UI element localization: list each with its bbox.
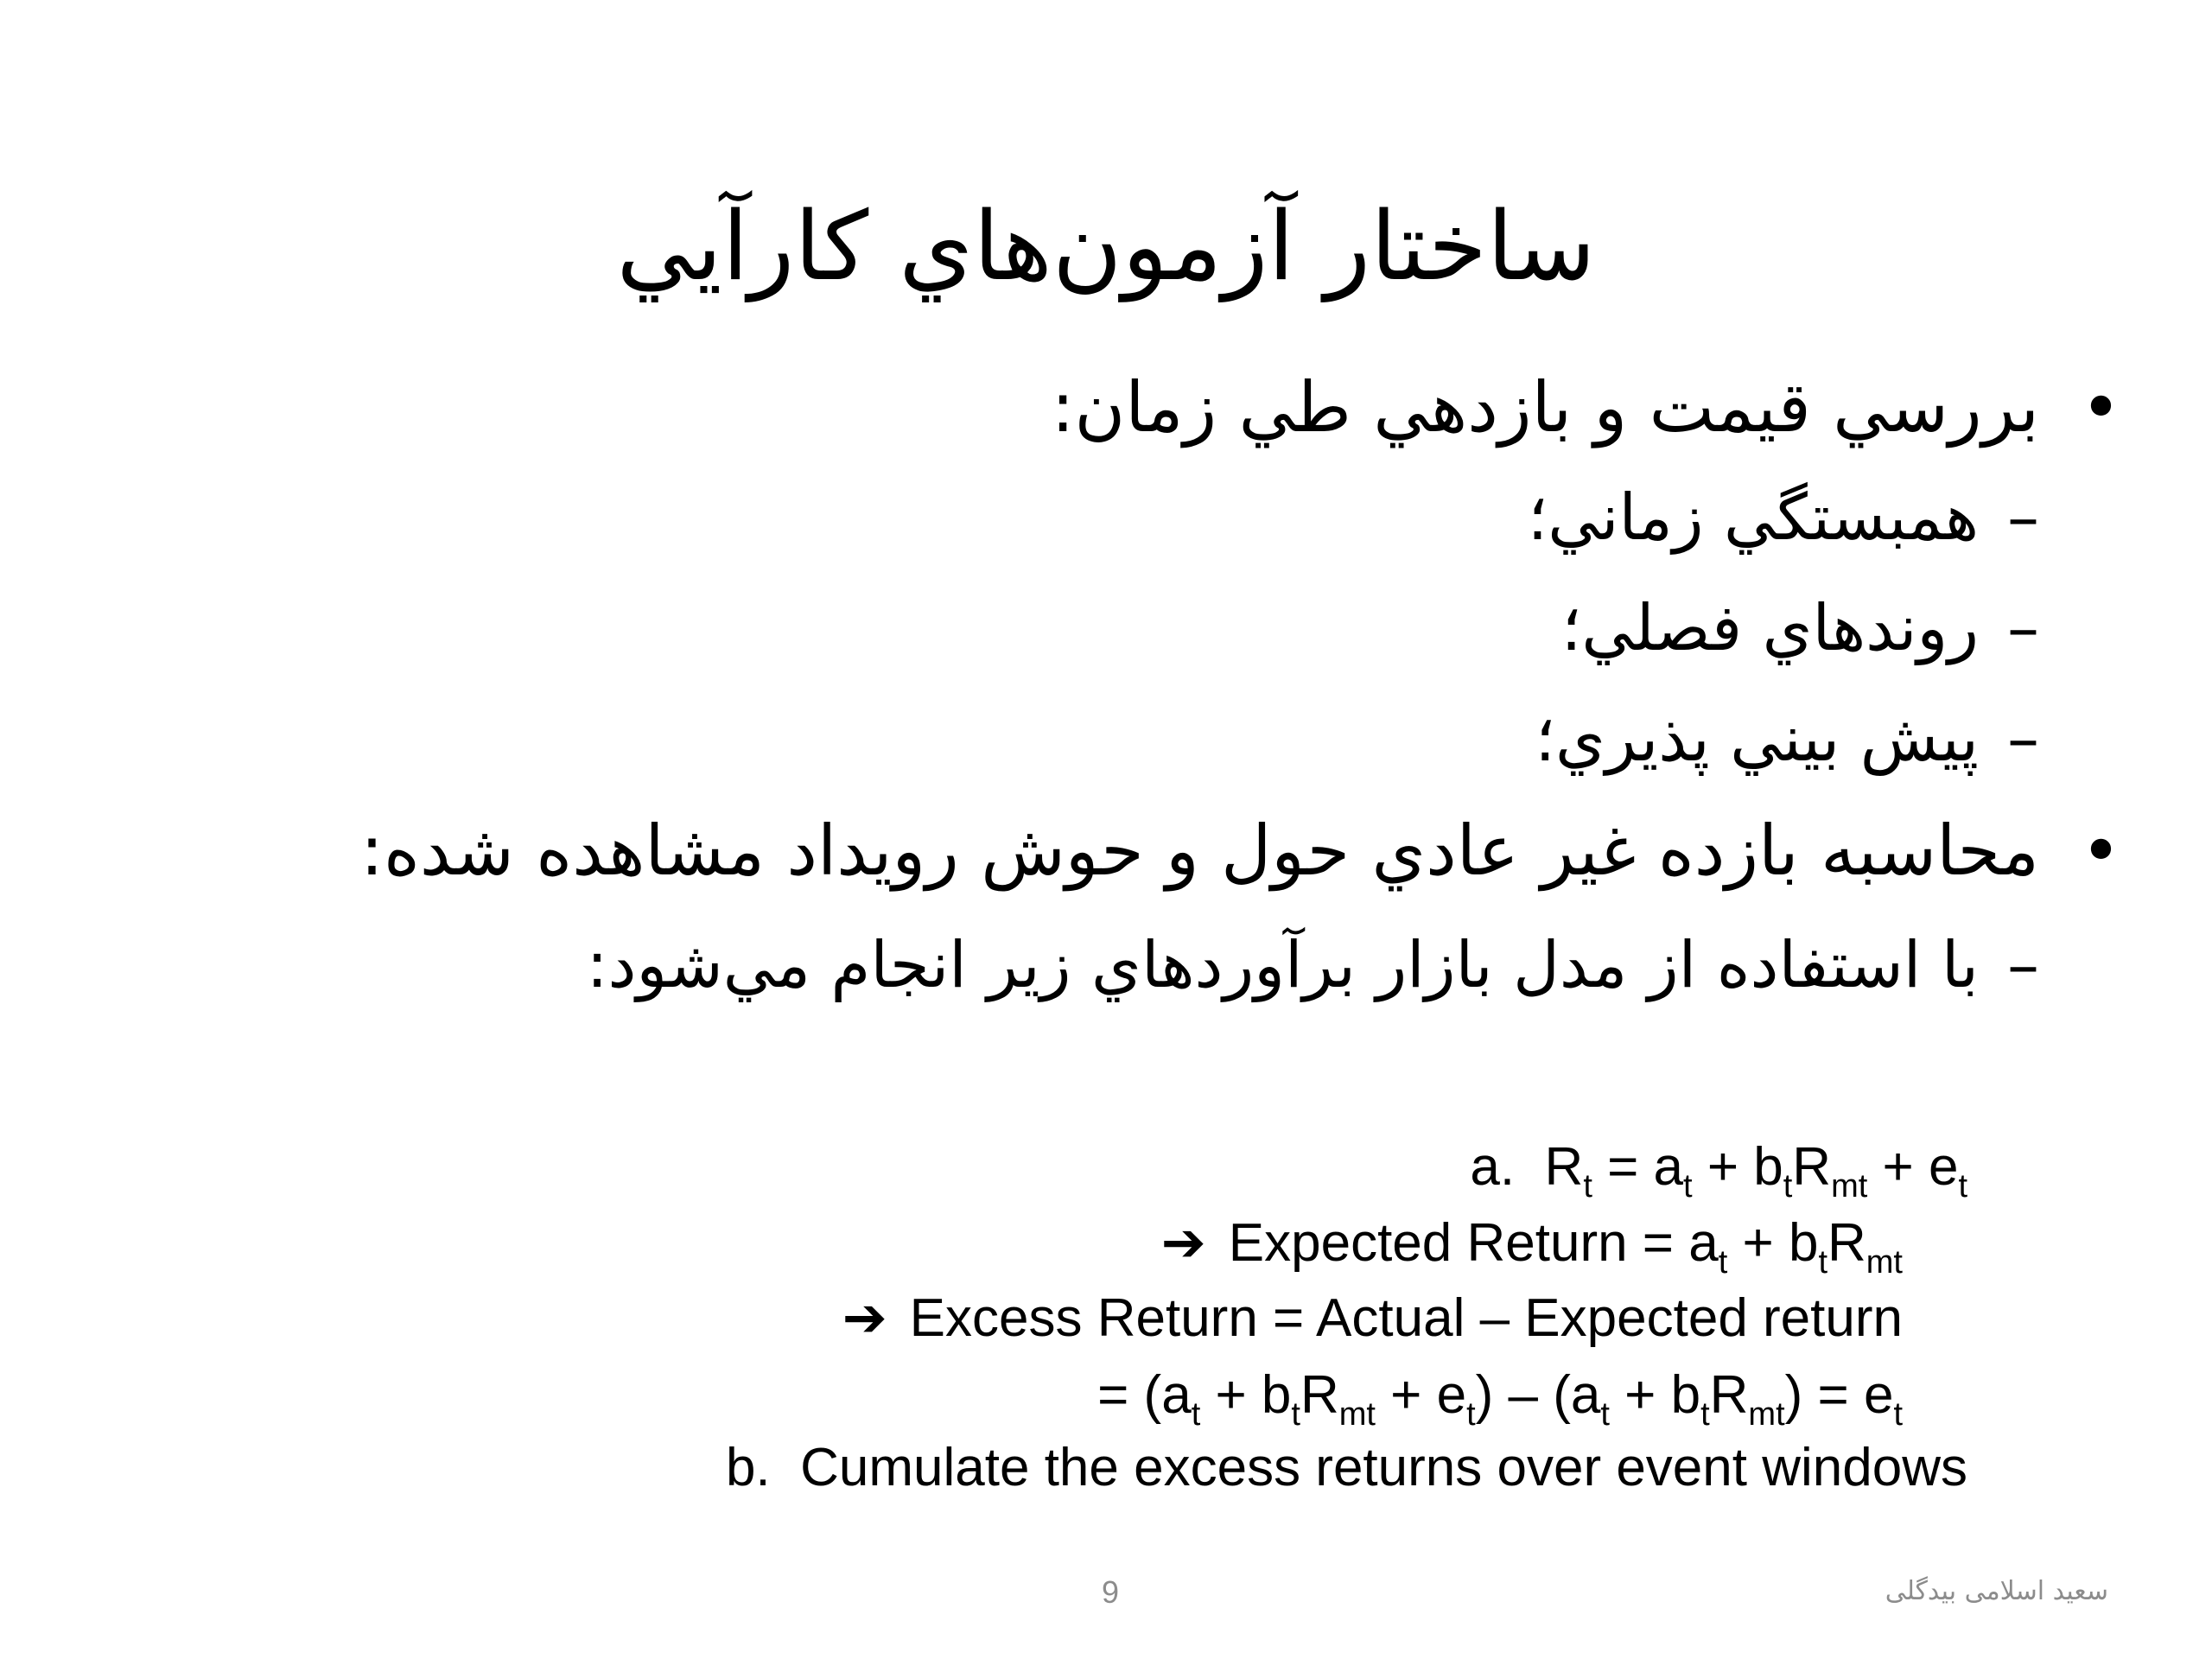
excess-return-formula: = $(a_t + b_tR_{mt} + e_t) - (a_t + b_tR_{mt}) = e_t$ <box>1097 1365 1903 1433</box>
equation-a: a. $R_t = a_t + b_tR_{mt} + e_t$ <box>1470 1137 1967 1205</box>
excess-return-line <box>842 1286 1903 1349</box>
equation-b-label: b. <box>725 1438 771 1497</box>
subitem-1-3 <box>1535 702 2039 776</box>
subitem-2-1 <box>586 928 2039 1002</box>
equation-b <box>725 1438 1967 1497</box>
arrow-right-icon: ➔ <box>842 1286 887 1349</box>
subitem-1-1 <box>1527 480 2039 555</box>
dash-icon: – <box>2007 928 2039 1002</box>
subitem-1-2 <box>1560 591 2039 665</box>
author-name: سعید اسلامی بیدگلی <box>1885 1576 2108 1606</box>
dash-icon: – <box>2007 591 2039 665</box>
bullet-icon: • <box>2080 367 2121 448</box>
bullet-1 <box>1051 367 2121 448</box>
bullet-1-text: بررسي قيمت و بازدهي طي زمان: <box>1051 367 2039 448</box>
subitem-text: پيش بيني پذيري؛ <box>1535 702 1979 776</box>
slide-title: ساختار آزمون‌هاي كارآيي <box>616 191 1596 302</box>
arrow-right-icon: ➔ <box>1160 1211 1206 1274</box>
dash-icon: – <box>2007 702 2039 776</box>
dash-icon: – <box>2007 480 2039 555</box>
bullet-icon: • <box>2080 810 2121 891</box>
subitem-text: با استفاده از مدل بازار برآوردهاي زير انجام مي‌شود: <box>586 928 1979 1002</box>
subitem-text: روندهاي فصلي؛ <box>1560 591 1979 665</box>
expected-return-line: ➔ Expected Return = $a_t + b_tR_{mt}$ <box>1160 1211 1903 1281</box>
equation-b-text: Cumulate the excess returns over event windows <box>800 1438 1967 1497</box>
page-number: 9 <box>1102 1574 1120 1610</box>
equation-a-label: a. <box>1470 1137 1516 1197</box>
bullet-2 <box>359 810 2121 891</box>
subitem-text: همبستگي زماني؛ <box>1527 480 1979 555</box>
expected-return-label: Expected Return = <box>1228 1213 1675 1273</box>
excess-return-label: Excess Return = Actual – Expected return <box>909 1288 1903 1348</box>
bullet-2-text: محاسبه بازده غير عادي حول و حوش رويداد مشاهده شده: <box>359 810 2039 891</box>
